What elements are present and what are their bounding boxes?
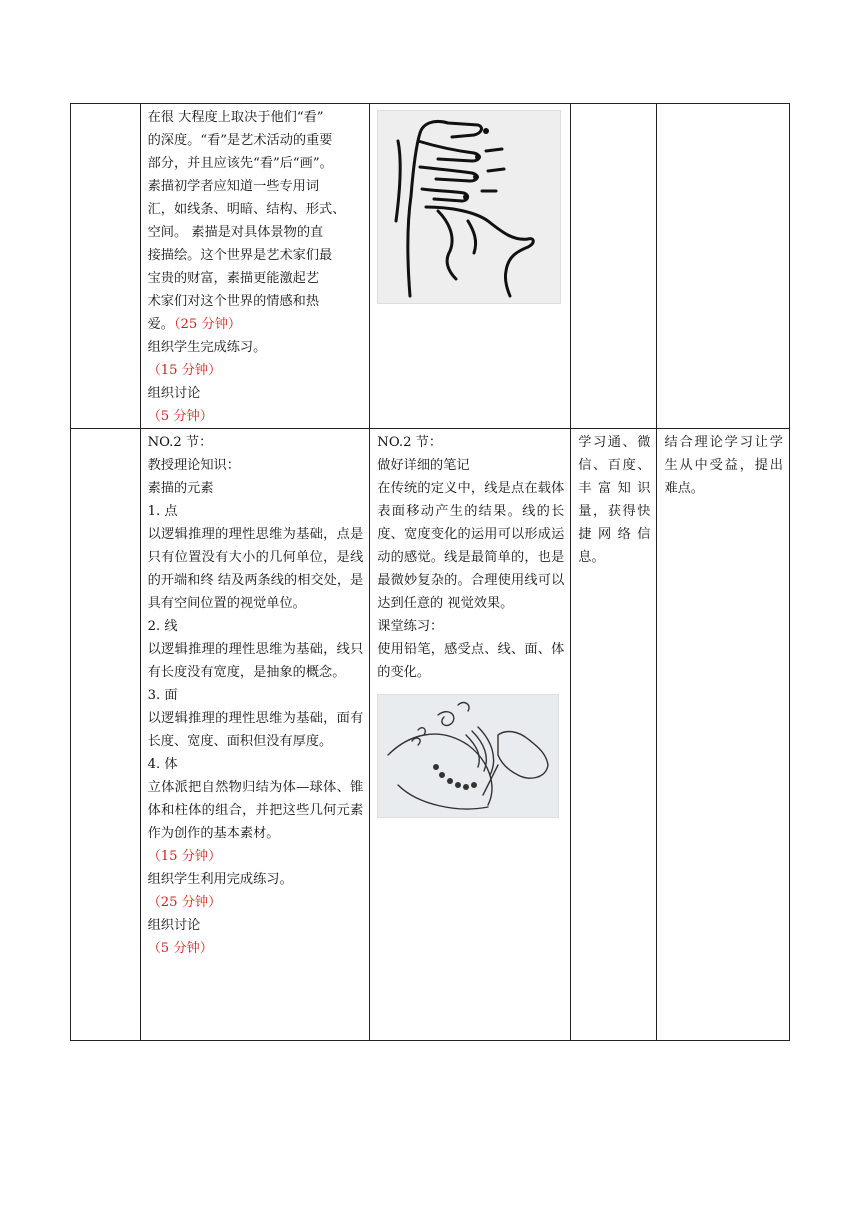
student-activity-cell <box>370 429 571 1041</box>
text-line: 素描的元素 <box>147 481 214 496</box>
image-cell <box>370 104 571 429</box>
section-heading: NO.2 节： <box>377 435 443 450</box>
hand-sketch-image <box>377 110 561 304</box>
duration-label: （15 分钟） <box>147 849 222 864</box>
item-text: 在传统的定义中，线是点在载体表面移动产生的结果。线的长度、宽度变化的运用可以形成运动的感觉。线是最简单的，也是最微妙复杂的。合理使用线可以达到任意的 视觉效果。 <box>377 481 565 611</box>
item-text: 以逻辑推理的理性思维为基础，线只有长度没有宽度，是抽象的概念。 <box>147 642 364 680</box>
resources-cell-empty <box>571 104 657 429</box>
empty-cell <box>71 104 141 429</box>
text-line: 教授理论知识： <box>147 458 240 473</box>
text-line: 的深度。“看”是艺术活动的重要 <box>147 133 333 148</box>
text-line: 课堂练习： <box>377 619 444 634</box>
duration-label: （25 分钟） <box>173 317 242 332</box>
pencil-sketch-image <box>377 694 559 818</box>
item-title: 3. 面 <box>147 688 178 703</box>
text-line: 素描初学者应知道一些专用词 <box>147 179 320 194</box>
text-line: 空间。 素描是对具体景物的直 <box>147 225 324 240</box>
section-heading: NO.2 节： <box>147 435 213 450</box>
table-row <box>71 429 790 1041</box>
discussion-text: 组织讨论 <box>147 386 201 401</box>
item-text: 使用铅笔，感受点、线、面、体的变化。 <box>377 642 565 680</box>
practice-text: 组织学生完成练习。 <box>147 340 267 355</box>
text-line: 汇，如线条、明暗、结构、形式、 <box>147 202 346 217</box>
table-row <box>71 104 790 429</box>
duration-label: （15 分钟） <box>147 363 222 378</box>
text-line: 宝贵的财富，素描更能激起艺 <box>147 271 320 286</box>
item-title: 4. 体 <box>147 757 178 772</box>
teaching-content-cell <box>140 429 370 1041</box>
discussion-text: 组织讨论 <box>147 918 201 933</box>
text-line: 术家们对这个世界的情感和热 <box>147 294 320 309</box>
practice-text: 组织学生利用完成练习。 <box>147 872 293 887</box>
duration-label: （5 分钟） <box>147 941 213 956</box>
purpose-cell: 结合理论学习让学生从中受益，提出难点。 <box>657 429 790 1041</box>
duration-label: （5 分钟） <box>147 409 213 424</box>
item-text: 立体派把自然物归结为体—球体、锥体和柱体的组合，并把这些几何元素作为创作的基本素材。 <box>147 780 364 841</box>
empty-cell <box>71 429 141 1041</box>
text-line: 在很 大程度上取决于他们“看” <box>147 110 324 125</box>
item-text: 以逻辑推理的理性思维为基础，点是只有位置没有大小的几何单位，是线的开端和终 结及两条线的相交处，是具有空间位置的视觉单位。 <box>147 527 364 611</box>
item-title: 1. 点 <box>147 504 178 519</box>
text-line: 接描绘。这个世界是艺术家们最 <box>147 248 333 263</box>
text-line: 部分，并且应该先“看”后“画”。 <box>147 156 333 171</box>
lesson-plan-table <box>70 103 790 1041</box>
purpose-cell-empty <box>657 104 790 429</box>
teaching-content-cell <box>140 104 370 429</box>
text-line: 爱。 <box>147 317 174 332</box>
resources-cell: 学习通、微信、百度、丰富知识量，获得快捷网络信息。 <box>571 429 657 1041</box>
item-text: 以逻辑推理的理性思维为基础，面有长度、宽度、面积但没有厚度。 <box>147 711 364 749</box>
duration-label: （25 分钟） <box>147 895 222 910</box>
item-title: 2. 线 <box>147 619 178 634</box>
text-line: 做好详细的笔记 <box>377 458 470 473</box>
